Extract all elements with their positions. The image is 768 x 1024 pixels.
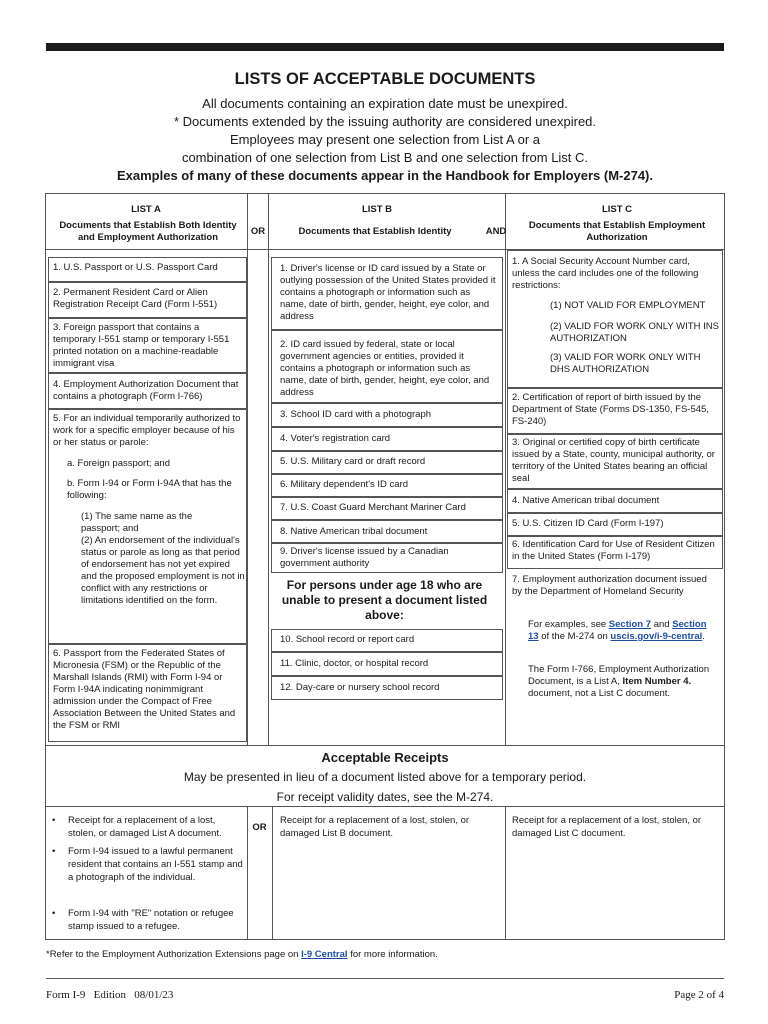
- list-c-item-6: 6. Identification Card for Use of Resident Citizen in the United States (Form I-179): [512, 539, 715, 562]
- list-b-item-10: 10. School record or report card: [280, 634, 415, 645]
- page-number: Page 2 of 4: [674, 989, 724, 1001]
- examples-mid: of the M-274 on: [541, 631, 608, 642]
- list-b-item-4: 4. Voter's registration card: [280, 433, 391, 444]
- bullet-icon: •: [52, 815, 56, 826]
- footer-rule: [46, 978, 724, 979]
- list-a-item-5a: a. Foreign passport; and: [67, 458, 170, 469]
- list-b-item-6: 6. Military dependent's ID card: [280, 479, 409, 490]
- list-a-item-4: 4. Employment Authorization Document that contains a photograph (Form I-766): [53, 379, 239, 402]
- list-b-heading: LIST B: [361, 204, 393, 215]
- list-b-item-9: 9. Driver's license issued by a Canadian government authority: [280, 546, 449, 569]
- list-a-item-6: 6. Passport from the Federated States of Micronesia (FSM) or the Republic of the Marshall Islands (RMI) with Form I-94 or Form I-94A indicating nonimmigrant admission under the Compact of Free Association Between the United States and the FSM or RMI: [53, 648, 236, 731]
- receipt-b-1: Receipt for a replacement of a lost, stolen, or damaged List B document.: [280, 815, 470, 839]
- list-a-heading: LIST A: [131, 204, 161, 215]
- list-a-item-5b1: (1) The same name as the passport; and: [81, 511, 193, 534]
- list-c-item-3: 3. Original or certified copy of birth certificate issued by a State, county, municipal authority, or territory of the United States bearing an official seal: [512, 437, 715, 484]
- top-rule: [46, 43, 724, 51]
- footnote-suffix: for more information.: [350, 949, 438, 960]
- rc-col-divider-or: [272, 806, 273, 940]
- i9-central-url-link[interactable]: uscis.gov/i-9-central: [610, 631, 703, 642]
- list-a-item-5: 5. For an individual temporarily authorized to work for a specific employer because of his or her status or parole:: [53, 413, 241, 448]
- list-b-description: Documents that Establish Identity: [298, 226, 452, 237]
- col-divider-b: [505, 193, 506, 745]
- list-b-item-2: 2. ID card issued by federal, state or local government agencies or entities, provided it contains a photograph or information such as name, date of birth, gender, height, eye color, and address: [280, 339, 490, 398]
- list-a-item-5b2: (2) An endorsement of the individual's status or parole as long as that period of endorsement has not yet expired and the proposed employment is not in conflict with any restrictions or limitations identified on the form.: [81, 535, 245, 606]
- col-divider-a: [247, 193, 248, 745]
- receipts-title: Acceptable Receipts: [321, 750, 449, 765]
- page-title: LISTS OF ACCEPTABLE DOCUMENTS: [234, 70, 536, 88]
- receipts-header-divider: [45, 806, 725, 807]
- list-c-item-7: 7. Employment authorization document issued by the Department of Homeland Security: [512, 574, 707, 597]
- receipt-c-1: Receipt for a replacement of a lost, stolen, or damaged List C document.: [512, 815, 702, 839]
- list-c-item-1b: (2) VALID FOR WORK ONLY WITH INS AUTHORIZATION: [550, 321, 719, 344]
- intro-line-3: Employees may present one selection from List A or a: [230, 132, 540, 147]
- note-end: document, not a List C document.: [528, 688, 671, 699]
- list-c-item-1: 1. A Social Security Account Number card, unless the card includes one of the following restrictions:: [512, 256, 699, 291]
- list-c-item-1c: (3) VALID FOR WORK ONLY WITH DHS AUTHORIZATION: [550, 352, 701, 375]
- list-c-item-4: 4. Native American tribal document: [512, 495, 660, 506]
- receipts-subtitle-1: May be presented in lieu of a document listed above for a temporary period.: [183, 770, 587, 784]
- form-edition: Form I-9 Edition 08/01/23: [46, 989, 174, 1001]
- list-c-note: [528, 664, 718, 700]
- under-18-heading: For persons under age 18 who are unable to present a document listed above:: [281, 578, 488, 622]
- examples-end: .: [702, 631, 705, 642]
- receipt-a-1: Receipt for a replacement of a lost, stolen, or damaged List A document.: [68, 815, 222, 839]
- receipt-a-2: Form I-94 issued to a lawful permanent resident that contains an I-551 stamp and a photograph of the individual.: [68, 846, 243, 883]
- list-a-item-3: 3. Foreign passport that contains a temporary I-551 stamp or temporary I-551 printed notation on a machine-readable immigrant visa: [53, 322, 230, 369]
- receipts-or-label: OR: [252, 822, 267, 833]
- examples-and: and: [653, 619, 670, 630]
- list-c-description: Documents that Establish Employment Authorization: [528, 220, 706, 243]
- section-13-link[interactable]: Section 13: [528, 619, 707, 642]
- list-a-item-2: 2. Permanent Resident Card or Alien Registration Receipt Card (Form I-551): [53, 287, 218, 310]
- intro-line-5: Examples of many of these documents appear in the Handbook for Employers (M-274).: [116, 168, 653, 183]
- list-a-item-1: 1. U.S. Passport or U.S. Passport Card: [53, 262, 218, 273]
- list-c-examples: [528, 619, 718, 643]
- receipts-subtitle-2: For receipt validity dates, see the M-274.: [276, 790, 494, 804]
- intro-line-4: combination of one selection from List B and one selection from List C.: [181, 150, 589, 165]
- list-b-item-3: 3. School ID card with a photograph: [280, 409, 432, 420]
- list-b-item-12: 12. Day-care or nursery school record: [280, 682, 440, 693]
- intro-line-2: * Documents extended by the issuing authority are considered unexpired.: [173, 114, 597, 129]
- footnote-prefix: *Refer to the Employment Authorization Extensions page on: [46, 949, 299, 960]
- receipts-divider: [45, 745, 725, 746]
- list-b-item-8: 8. Native American tribal document: [280, 526, 428, 537]
- list-b-item-5: 5. U.S. Military card or draft record: [280, 456, 426, 467]
- note-prefix: The Form I-766, Employment Authorization Document, is a List A,: [528, 664, 710, 687]
- or-label: OR: [250, 226, 266, 237]
- receipt-a-3: Form I-94 with "RE" notation or refugee stamp issued to a refugee.: [68, 908, 234, 932]
- list-a-item-5b: b. Form I-94 or Form I-94A that has the following:: [67, 478, 232, 501]
- col-divider-or: [268, 193, 269, 745]
- list-b-item-11: 11. Clinic, doctor, or hospital record: [280, 658, 429, 669]
- and-label: AND: [485, 226, 507, 237]
- rc-col-divider-b: [505, 806, 506, 940]
- list-b-item-1: 1. Driver's license or ID card issued by a State or outlying possession of the United States provided it contains a photograph or information such as name, date of birth, gender, height, eye color, and address: [280, 263, 496, 322]
- list-c-item-2: 2. Certification of report of birth issued by the Department of State (Forms DS-1350, FS-545, FS-240): [512, 392, 709, 427]
- list-c-item-1a: (1) NOT VALID FOR EMPLOYMENT: [550, 300, 706, 311]
- list-b-item-7: 7. U.S. Coast Guard Merchant Mariner Card: [280, 502, 466, 513]
- bullet-icon: •: [52, 908, 56, 919]
- section-7-link[interactable]: Section 7: [608, 619, 652, 630]
- intro-line-1: All documents containing an expiration date must be unexpired.: [202, 96, 568, 111]
- list-c-item-5: 5. U.S. Citizen ID Card (Form I-197): [512, 518, 664, 529]
- examples-prefix: For examples, see: [528, 619, 607, 630]
- list-c-heading: LIST C: [601, 204, 633, 215]
- footnote: [46, 949, 438, 960]
- list-a-description: Documents that Establish Both Identity and Employment Authorization: [59, 220, 237, 243]
- note-bold: Item Number 4.: [622, 676, 692, 687]
- i9-central-link[interactable]: I-9 Central: [301, 949, 348, 960]
- bullet-icon: •: [52, 846, 56, 857]
